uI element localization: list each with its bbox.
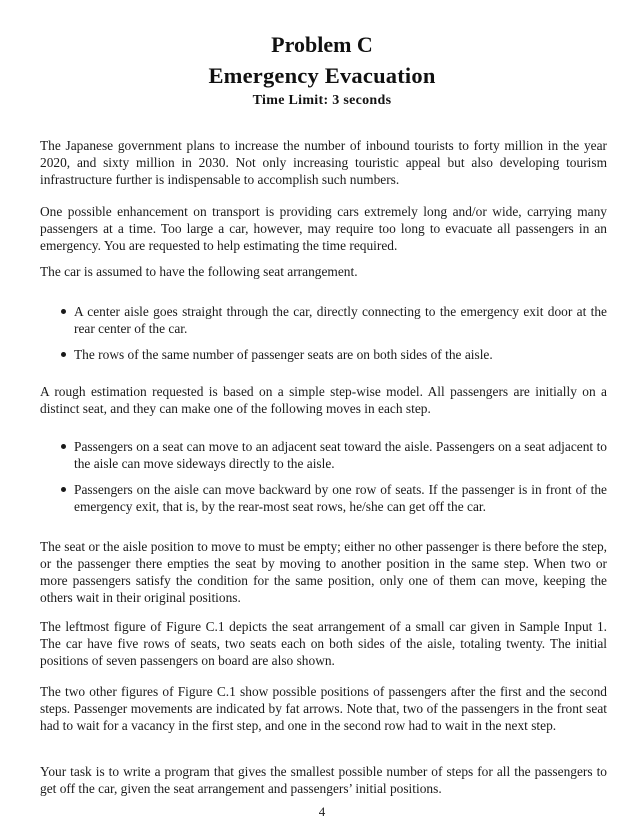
list-item-text: The rows of the same number of passenger seats are on both sides of the aisle. bbox=[74, 347, 493, 362]
list-item-seat-aisle bbox=[74, 303, 607, 337]
list-item-aisle-move bbox=[74, 481, 607, 515]
bullet-icon bbox=[61, 487, 66, 492]
paragraph-task: Your task is to write a program that gives the smallest possible number of steps for all the passengers to get off the car, given the seat arrangement and passengers’ initial positions. bbox=[40, 764, 607, 796]
time-limit: Time Limit: 3 seconds bbox=[252, 93, 392, 108]
paragraph-model: A rough estimation requested is based on a simple step-wise model. All passengers are initially on a distinct seat, and they can make one of the following moves in each step. bbox=[40, 384, 607, 416]
paragraph-figure-steps: The two other figures of Figure C.1 show possible positions of passengers after the first and the second steps. Passenger movements are indicated by fat arrows. Note that, two of the passengers in the front seat had to wait for a vacancy in the first step, and one in the second row had to wait in the next step. bbox=[40, 684, 607, 733]
problem-label: Problem C bbox=[271, 32, 373, 57]
list-item-seat-rows bbox=[74, 346, 607, 363]
list-item-seat-move bbox=[74, 438, 607, 472]
page-number: 4 bbox=[318, 804, 326, 819]
list-item-text: A center aisle goes straight through the car, directly connecting to the emergency exit door at the rear center of the car. bbox=[74, 304, 607, 336]
bullet-icon bbox=[61, 309, 66, 314]
paragraph-intro: The Japanese government plans to increase the number of inbound tourists to forty million in the year 2020, and sixty million in 2030. Not only increasing touristic appeal but also developing tourism infrastructure further is indispensable to accomplish such numbers. bbox=[40, 138, 607, 187]
paragraph-seat-arrangement: The car is assumed to have the following seat arrangement. bbox=[40, 264, 358, 279]
problem-title: Emergency Evacuation bbox=[208, 63, 436, 88]
list-item-text: Passengers on the aisle can move backward by one row of seats. If the passenger is in front of the emergency exit, that is, by the rear-most seat rows, he/she can get off the car. bbox=[74, 482, 607, 514]
paragraph-figure-leftmost: The leftmost figure of Figure C.1 depicts the seat arrangement of a small car given in Sample Input 1. The car have five rows of seats, two seats each on both sides of the aisle, totaling twenty. The initial positions of seven passengers on board are also shown. bbox=[40, 619, 607, 668]
paragraph-empty-condition: The seat or the aisle position to move to must be empty; either no other passenger is there before the step, or the passenger there empties the seat by moving to another position in the same step. When two or more passengers satisfy the condition for the same position, only one of them can move, keeping the others wait in their original positions. bbox=[40, 539, 607, 605]
bullet-icon bbox=[61, 352, 66, 357]
bullet-icon bbox=[61, 444, 66, 449]
paragraph-enhancement: One possible enhancement on transport is providing cars extremely long and/or wide, carrying many passengers at a time. Too large a car, however, may require too long to evacuate all passengers in an emergency. You are requested to help estimating the time required. bbox=[40, 204, 607, 253]
list-item-text: Passengers on a seat can move to an adjacent seat toward the aisle. Passengers on a seat adjacent to the aisle can move sideways directly to the aisle. bbox=[74, 439, 607, 471]
